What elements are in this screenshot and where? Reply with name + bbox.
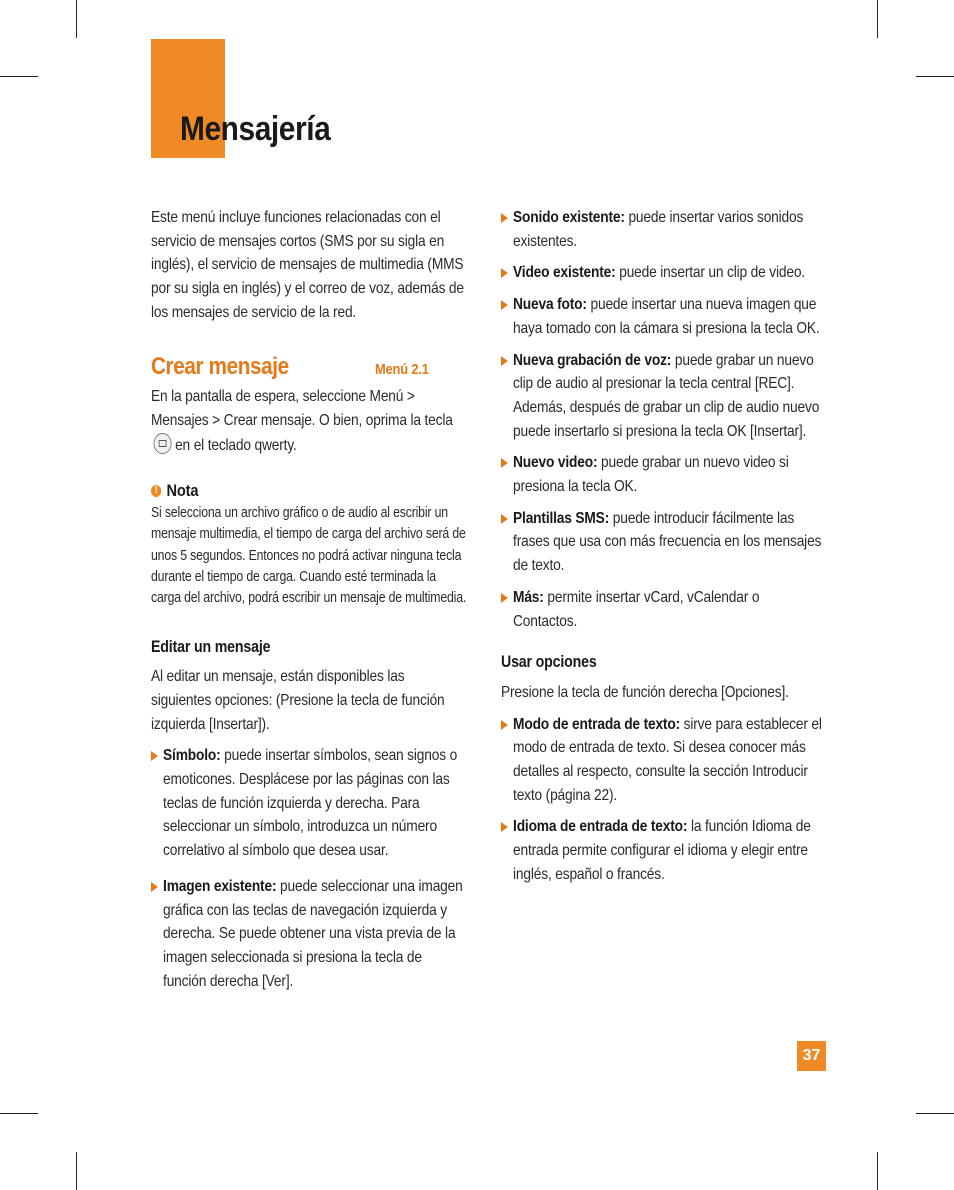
section-menu-ref: Menú 2.1 <box>374 360 429 378</box>
item-label: Sonido existente: <box>513 209 625 226</box>
item-text: sirve para establecer el modo de entrada de texto. Si desea conocer más detalles al respecto, consulte la sección Introducir texto (página 22). <box>513 715 822 804</box>
section-title: Crear mensaje <box>151 352 289 380</box>
crop-mark <box>0 76 38 77</box>
item-label: Plantillas SMS: <box>513 509 610 527</box>
item-text: puede insertar una nueva imagen que haya tomado con la cámara si presiona la tecla OK. <box>513 296 820 337</box>
list-item <box>501 586 825 633</box>
note-heading <box>151 479 468 503</box>
triangle-bullet-icon <box>151 882 158 892</box>
list-item <box>501 261 825 285</box>
section-heading <box>151 352 429 382</box>
usar-heading: Usar opciones <box>501 653 597 672</box>
crop-mark <box>916 76 954 77</box>
item-text: la función Idioma de entrada permite configurar el idioma y elegir entre inglés, español o francés. <box>513 818 811 883</box>
list-item <box>151 744 468 863</box>
usar-intro: Presione la tecla de función derecha [Opciones]. <box>501 683 789 701</box>
list-item <box>501 713 825 808</box>
page-title: Mensajería <box>180 110 331 148</box>
item-label: Imagen existente: <box>163 877 277 895</box>
instructions-text-end: en el teclado qwerty. <box>175 436 297 454</box>
note-heading-label: Nota <box>166 481 199 501</box>
triangle-bullet-icon <box>501 593 508 603</box>
triangle-bullet-icon <box>501 300 508 310</box>
instructions-text: En la pantalla de espera, seleccione Menú > Mensajes > Crear mensaje. O bien, oprima la tecla <box>151 388 453 429</box>
crop-mark <box>76 1152 77 1190</box>
section-instructions <box>151 385 468 457</box>
item-text: puede grabar un nuevo video si presiona la tecla OK. <box>513 454 789 496</box>
item-label: Más: <box>513 588 544 606</box>
list-item <box>501 451 825 498</box>
triangle-bullet-icon <box>501 822 508 832</box>
item-text: puede grabar un nuevo clip de audio al presionar la tecla central [REC]. Además, después de grabar un clip de audio nuevo puede insertarlo si presiona la tecla OK [Insertar]. <box>513 351 820 440</box>
item-text: puede seleccionar una imagen gráfica con las teclas de navegación izquierda y derecha. Se puede obtener una vista previa de la imagen seleccionada si presiona la tecla de función derecha [Ver]. <box>163 877 463 990</box>
triangle-bullet-icon <box>501 458 508 468</box>
item-text: puede insertar símbolos, sean signos o emoticones. Desplácese por las páginas con las teclas de función izquierda y derecha. Para seleccionar un símbolo, introduzca un número correlativo al símbolo que desea usar. <box>163 747 458 860</box>
editar-intro: Al editar un mensaje, están disponibles las siguientes opciones: (Presione la tecla de función izquierda [Insertar]). <box>151 668 445 733</box>
left-column <box>151 206 469 993</box>
item-label: Nueva foto: <box>513 296 587 314</box>
intro-paragraph: Este menú incluye funciones relacionadas con el servicio de mensajes cortos (SMS por su sigla en inglés), el servicio de mensajes de multimedia (MMS por su sigla en inglés) y el correo de voz, además de los mensajes de servicio de la red. <box>151 209 464 321</box>
list-item <box>151 875 468 994</box>
editar-heading: Editar un mensaje <box>151 637 271 656</box>
item-text: permite insertar vCard, vCalendar o Contactos. <box>513 588 760 630</box>
page-number: 37 <box>797 1041 826 1071</box>
triangle-bullet-icon <box>151 751 158 761</box>
triangle-bullet-icon <box>501 213 508 223</box>
triangle-bullet-icon <box>501 356 508 366</box>
list-item <box>501 206 825 253</box>
list-item <box>501 293 825 340</box>
list-item <box>501 815 825 886</box>
triangle-bullet-icon <box>501 720 508 730</box>
crop-mark <box>0 1113 38 1114</box>
list-item <box>501 349 825 444</box>
crop-mark <box>76 0 77 38</box>
item-label: Nuevo video: <box>513 454 598 472</box>
list-item <box>501 507 825 578</box>
right-column <box>501 206 826 887</box>
crop-mark <box>877 0 878 38</box>
triangle-bullet-icon <box>501 514 508 524</box>
item-label: Símbolo: <box>163 747 221 765</box>
crop-mark <box>916 1113 954 1114</box>
item-label: Video existente: <box>513 264 616 282</box>
triangle-bullet-icon <box>501 268 508 278</box>
item-label: Modo de entrada de texto: <box>513 715 681 733</box>
item-text: puede insertar un clip de video. <box>619 264 805 282</box>
note-body: Si selecciona un archivo gráfico o de audio al escribir un mensaje multimedia, el tiempo de carga del archivo será de unos 5 segundos. Entonces no podrá activar ninguna tecla durante el tiempo de carga. Cuando esté terminada la carga del archivo, podrá escribir un mensaje de multimedia. <box>151 505 467 607</box>
item-label: Idioma de entrada de texto: <box>513 818 688 836</box>
message-key-icon <box>154 433 172 454</box>
warning-icon: ! <box>151 485 161 497</box>
crop-mark <box>877 1152 878 1190</box>
item-text: puede insertar varios sonidos existentes. <box>513 209 804 250</box>
item-text: puede introducir fácilmente las frases que usa con más frecuencia en los mensajes de texto. <box>513 509 822 575</box>
item-label: Nueva grabación de voz: <box>513 351 672 369</box>
